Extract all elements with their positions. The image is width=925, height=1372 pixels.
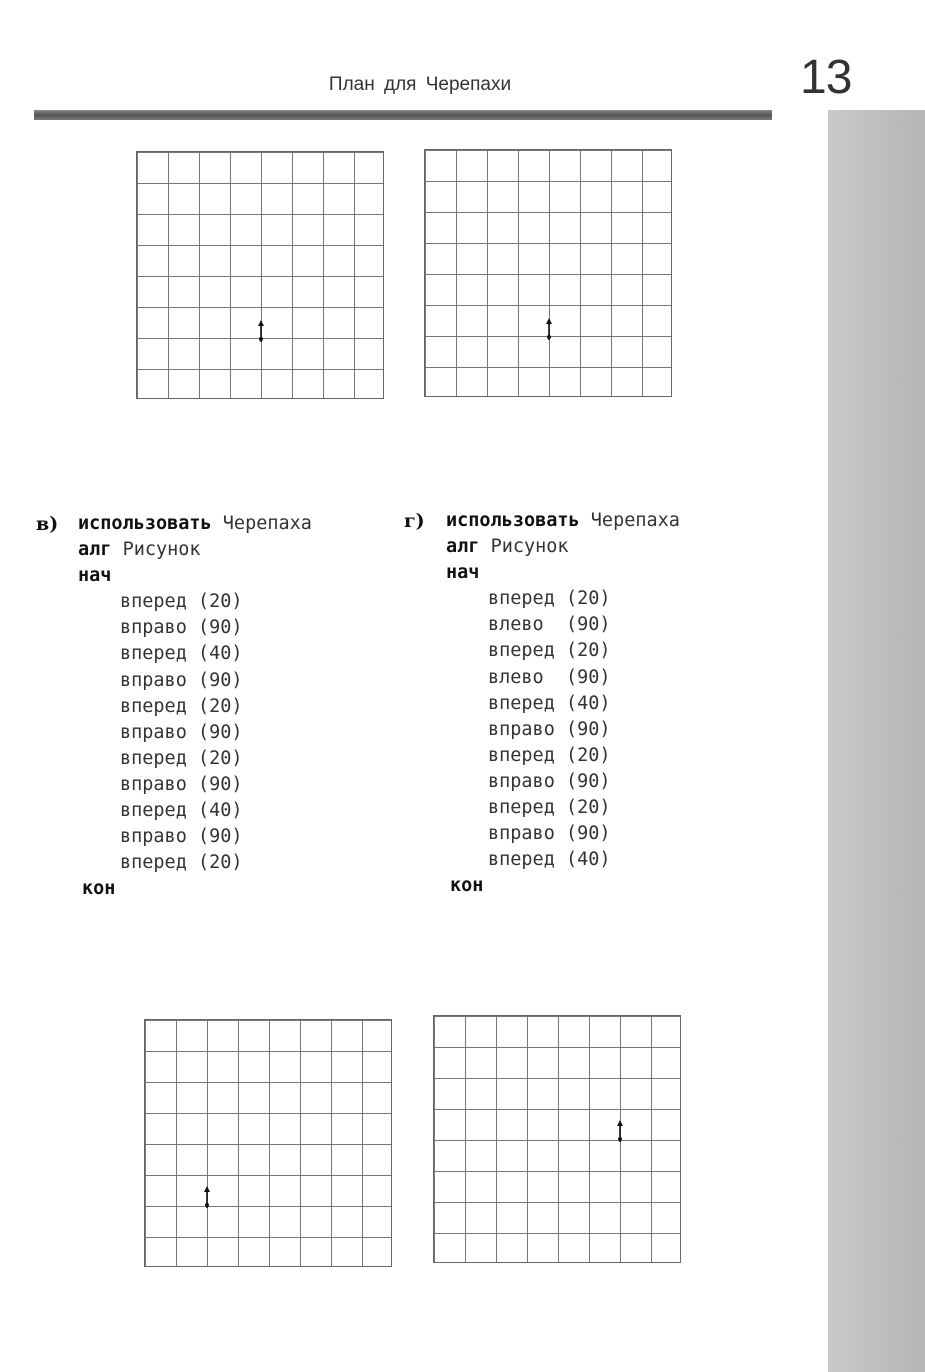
command-line: вперед (20) — [488, 744, 611, 766]
keyword-end: кон — [82, 878, 116, 900]
keyword-use: использовать — [78, 513, 212, 534]
command-line: вперед (20) — [120, 747, 243, 769]
command-line: вперед (40) — [488, 692, 611, 714]
header-divider — [34, 110, 772, 120]
exercise-label-v: в) — [36, 513, 59, 535]
keyword-end: кон — [450, 875, 484, 897]
program-v — [78, 511, 312, 902]
command-line: вперед (20) — [488, 640, 611, 662]
turtle-arrow-icon — [616, 1120, 624, 1144]
program-g — [446, 508, 680, 899]
command-line: вправо (90) — [120, 826, 243, 848]
grid-top-right — [424, 149, 672, 397]
command-line: вперед (40) — [488, 849, 611, 871]
keyword-begin: нач — [78, 565, 112, 587]
command-line: вперед (20) — [120, 695, 243, 717]
keyword-alg: алг — [446, 536, 480, 558]
command-line: вправо (90) — [120, 617, 243, 639]
command-line: влево (90) — [488, 666, 611, 688]
command-line: вправо (90) — [120, 669, 243, 691]
keyword-use: использовать — [446, 510, 580, 531]
use-target: Черепаха — [222, 513, 312, 534]
page-title: План для Черепахи — [328, 74, 512, 95]
command-line: влево (90) — [488, 614, 611, 636]
use-target: Черепаха — [590, 510, 680, 531]
page-number: 13 — [800, 51, 852, 104]
command-line: вправо (90) — [488, 823, 611, 845]
command-line: вперед (40) — [120, 800, 243, 822]
command-line: вправо (90) — [488, 770, 611, 792]
alg-name: Рисунок — [490, 536, 569, 558]
page-side-tab — [828, 110, 925, 1372]
command-line: вправо (90) — [120, 773, 243, 795]
command-line: вправо (90) — [120, 721, 243, 743]
grid-top-left — [136, 151, 384, 399]
keyword-alg: алг — [78, 539, 112, 561]
turtle-arrow-icon — [545, 318, 553, 342]
exercise-label-g: г) — [404, 510, 425, 532]
command-line: вперед (40) — [120, 643, 243, 665]
grid-bottom-left — [144, 1019, 392, 1267]
command-line: вперед (20) — [488, 588, 611, 610]
keyword-begin: нач — [446, 562, 480, 584]
command-line: вправо (90) — [488, 718, 611, 740]
turtle-arrow-icon — [203, 1186, 211, 1210]
grid-bottom-right — [433, 1015, 681, 1263]
command-line: вперед (20) — [120, 591, 243, 613]
command-line: вперед (20) — [120, 852, 243, 874]
turtle-arrow-icon — [257, 320, 265, 344]
alg-name: Рисунок — [122, 539, 201, 561]
command-line: вперед (20) — [488, 797, 611, 819]
